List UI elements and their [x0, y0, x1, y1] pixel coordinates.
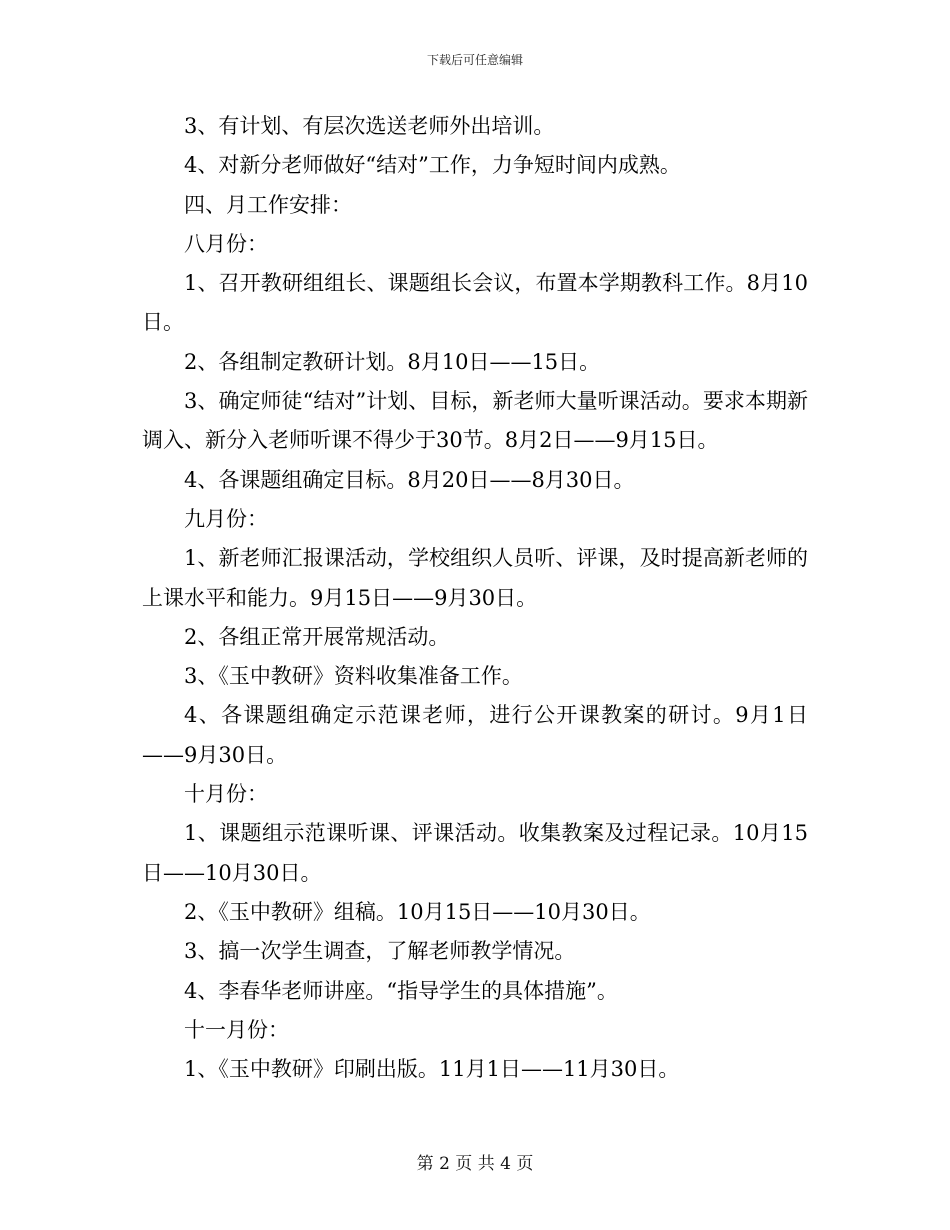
- paragraph: 2、《玉中教研》组稿。10月15日——10月30日。: [184, 899, 651, 924]
- paragraph: 3、《玉中教研》资料收集准备工作。: [184, 664, 523, 689]
- paragraph: 3、有计划、有层次选送老师外出培训。: [184, 114, 555, 138]
- month-heading: 十一月份：: [184, 1017, 289, 1042]
- paragraph: 4、李春华老师讲座。“指导学生的具体措施”。: [184, 978, 618, 1003]
- paragraph: 4、各课题组确定示范课老师，进行公开课教案的研讨。9月1日——9月30日。: [142, 703, 808, 767]
- paragraph: 1、新老师汇报课活动，学校组织人员听、评课，及时提高新老师的上课水平和能力。9月15日——9月30日。: [142, 546, 808, 610]
- page-header: 下载后可任意编辑: [426, 53, 523, 67]
- page-footer: 第 2 页 共 4 页: [416, 1154, 534, 1174]
- paragraph: 1、《玉中教研》印刷出版。11月1日——11月30日。: [184, 1057, 680, 1082]
- month-heading: 九月份：: [184, 506, 268, 531]
- paragraph: 3、搞一次学生调查，了解老师教学情况。: [184, 939, 576, 964]
- paragraph: 2、各组正常开展常规活动。: [184, 624, 450, 649]
- paragraph: 1、召开教研组组长、课题组长会议，布置本学期教科工作。8月10日。: [142, 271, 808, 335]
- paragraph: 1、课题组示范课听课、评课活动。收集教案及过程记录。10月15日——10月30日。: [142, 821, 808, 885]
- paragraph: 3、确定师徒“结对”计划、目标，新老师大量听课活动。要求本期新调入、新分入老师听课不得少于30节。8月2日——9月15日。: [142, 389, 808, 453]
- section-heading: 四、月工作安排：: [184, 192, 352, 217]
- document-body: [142, 107, 808, 1089]
- paragraph: 2、各组制定教研计划。8月10日——15日。: [184, 349, 601, 374]
- paragraph: 4、各课题组确定目标。8月20日——8月30日。: [184, 467, 635, 492]
- paragraph: 4、对新分老师做好“结对”工作，力争短时间内成熟。: [184, 153, 681, 178]
- month-heading: 十月份：: [184, 782, 268, 807]
- month-heading: 八月份：: [184, 231, 268, 256]
